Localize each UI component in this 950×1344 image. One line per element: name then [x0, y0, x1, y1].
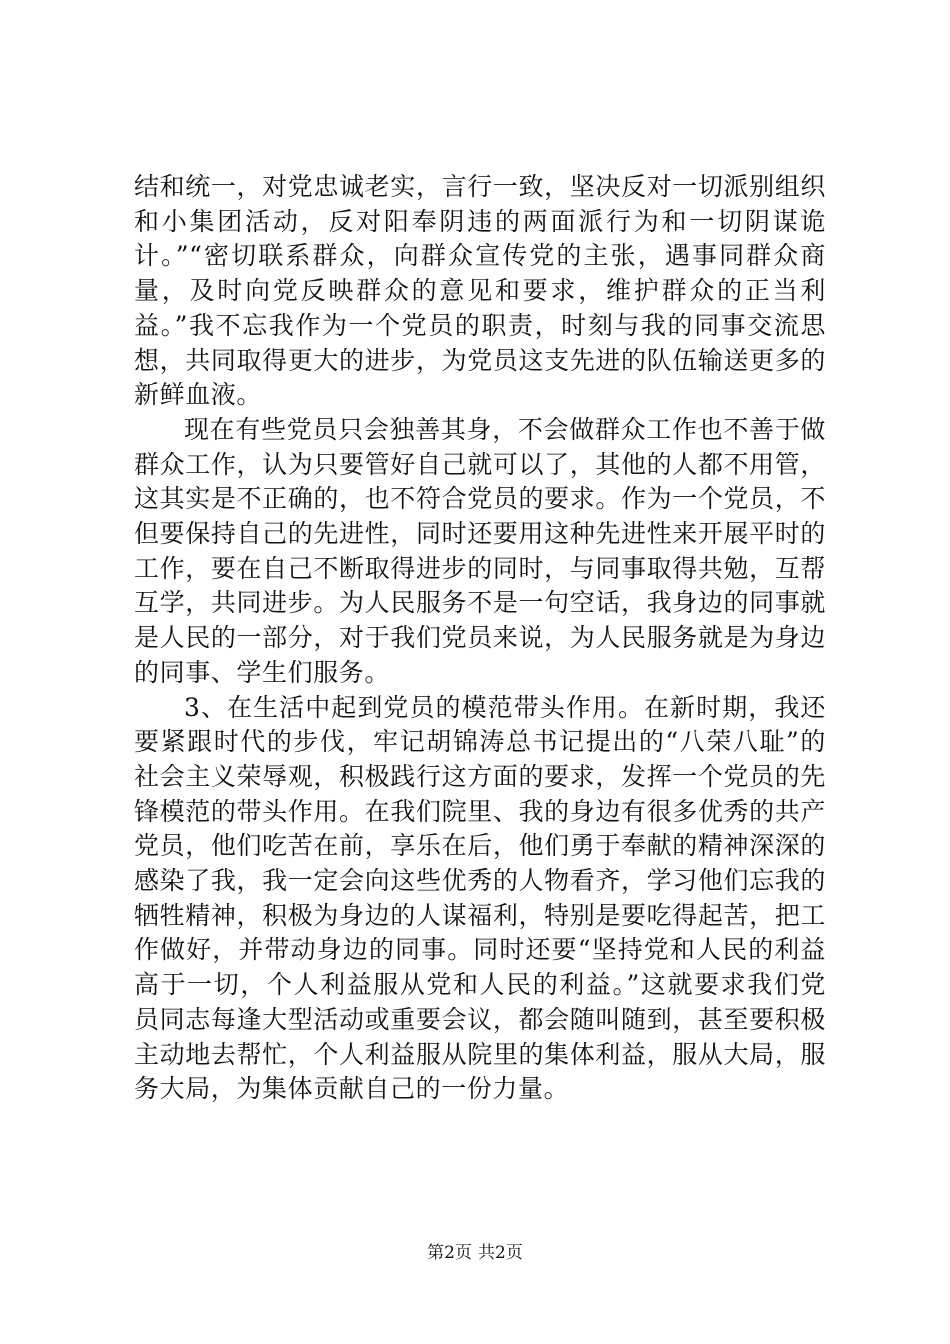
paragraph-2: 现在有些党员只会独善其身，不会做群众工作也不善于做群众工作，认为只要管好自己就可以了，其他的人都不用管，这其实是不正确的，也不符合党员的要求。作为一个党员，不但要保持自己的先进性，同时还要用这种先进性来开展平时的工作，要在自己不断取得进步的同时，与同事取得共勉，互帮互学，共同进步。为人民服务不是一句空话，我身边的同事就是人民的一部分，对于我们党员来说，为人民服务就是为身边的同事、学生们服务。 [134, 414, 826, 687]
paragraph-1: 结和统一，对党忠诚老实，言行一致，坚决反对一切派别组织和小集团活动，反对阳奉阴违的两面派行为和一切阴谋诡计。”“密切联系群众，向群众宣传党的主张，遇事同群众商量，及时向党反映群众的意见和要求，维护群众的正当利益。”我不忘我作为一个党员的职责，时刻与我的同事交流思想，共同取得更大的进步，为党员这支先进的队伍输送更多的新鲜血液。 [134, 172, 826, 410]
page-number-current: 第2页 [427, 1243, 472, 1263]
paragraph-3: 3、在生活中起到党员的模范带头作用。在新时期，我还要紧跟时代的步伐，牢记胡锦涛总书记提出的“八荣八耻”的社会主义荣辱观，积极践行这方面的要求，发挥一个党员的先锋模范的带头作用。在我们院里、我的身边有很多优秀的共产党员，他们吃苦在前，享乐在后，他们勇于奉献的精神深深的感染了我，我一定会向这些优秀的人物看齐，学习他们忘我的牺牲精神，积极为身边的人谋福利，特别是要吃得起苦，把工作做好，并带动身边的同事。同时还要“坚持党和人民的利益高于一切，个人利益服从党和人民的利益。”这就要求我们党员同志每逢大型活动或重要会议，都会随叫随到，甚至要积极主动地去帮忙，个人利益服从院里的集体利益，服从大局，服务大局，为集体贡献自己的一份力量。 [134, 692, 826, 1104]
page-number-total: 共2页 [478, 1243, 523, 1263]
document-body [134, 170, 826, 1107]
page-footer [0, 1242, 950, 1264]
